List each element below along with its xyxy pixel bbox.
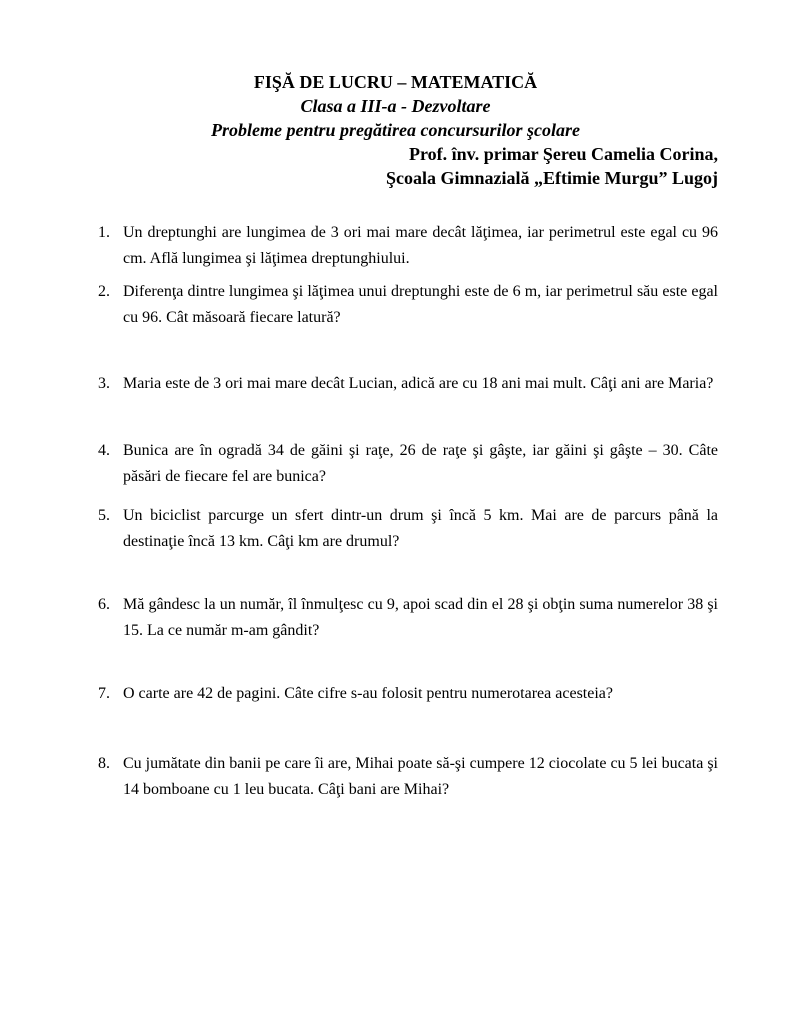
- problem-number: 4.: [98, 442, 110, 459]
- problem-number: 8.: [98, 755, 110, 772]
- problem-item-5: [98, 503, 718, 555]
- problem-item-8: [98, 751, 718, 803]
- problem-number: 7.: [98, 685, 110, 702]
- problem-list: [98, 220, 718, 803]
- subject-subtitle: Probleme pentru pregătirea concursurilor şcolare: [210, 120, 580, 140]
- problem-item-3: [98, 371, 718, 397]
- problem-number: 3.: [98, 375, 110, 392]
- problem-text: Un dreptunghi are lungimea de 3 ori mai mare decât lăţimea, iar perimetrul este egal cu 96 cm. Află lungimea şi lăţimea dreptunghiului.: [123, 224, 718, 267]
- problem-item-4: [98, 438, 718, 490]
- problem-number: 6.: [98, 596, 110, 613]
- teacher-line: Prof. înv. primar Şereu Camelia Corina,: [409, 144, 718, 164]
- document-header: [0, 0, 791, 190]
- problem-item-1: [98, 220, 718, 272]
- problem-item-7: [98, 681, 718, 707]
- problem-item-6: [98, 592, 718, 644]
- problem-text: Un biciclist parcurge un sfert dintr-un drum şi încă 5 km. Mai are de parcurs până la destinaţie încă 13 km. Câţi km are drumul?: [123, 507, 718, 550]
- problem-text: Bunica are în ogradă 34 de găini şi raţe, 26 de raţe şi gâşte, iar găini şi gâşte – 30. Câte păsări de fiecare fel are bunica?: [123, 442, 718, 485]
- document-title: FIŞĂ DE LUCRU – MATEMATICĂ: [253, 72, 538, 92]
- school-line: Şcoala Gimnazială „Eftimie Murgu” Lugoj: [386, 168, 718, 188]
- problem-number: 5.: [98, 507, 110, 524]
- problem-text: Mă gândesc la un număr, îl înmulţesc cu 9, apoi scad din el 28 şi obţin suma numerelor 38 şi 15. La ce număr m-am gândit?: [123, 596, 718, 639]
- class-subtitle: Clasa a III-a - Dezvoltare: [300, 96, 491, 116]
- problem-text: Maria este de 3 ori mai mare decât Lucian, adică are cu 18 ani mai mult. Câţi ani are Maria?: [123, 375, 714, 392]
- problem-text: Diferenţa dintre lungimea şi lăţimea unui dreptunghi este de 6 m, iar perimetrul său este egal cu 96. Cât măsoară fiecare latură?: [123, 283, 718, 326]
- problem-number: 1.: [98, 224, 110, 241]
- problem-text: O carte are 42 de pagini. Câte cifre s-au folosit pentru numerotarea acesteia?: [123, 685, 613, 702]
- problem-text: Cu jumătate din banii pe care îi are, Mihai poate să-şi cumpere 12 ciocolate cu 5 lei bucata şi 14 bomboane cu 1 leu bucata. Câţi bani are Mihai?: [123, 755, 718, 798]
- problem-number: 2.: [98, 283, 110, 300]
- problem-item-2: [98, 279, 718, 331]
